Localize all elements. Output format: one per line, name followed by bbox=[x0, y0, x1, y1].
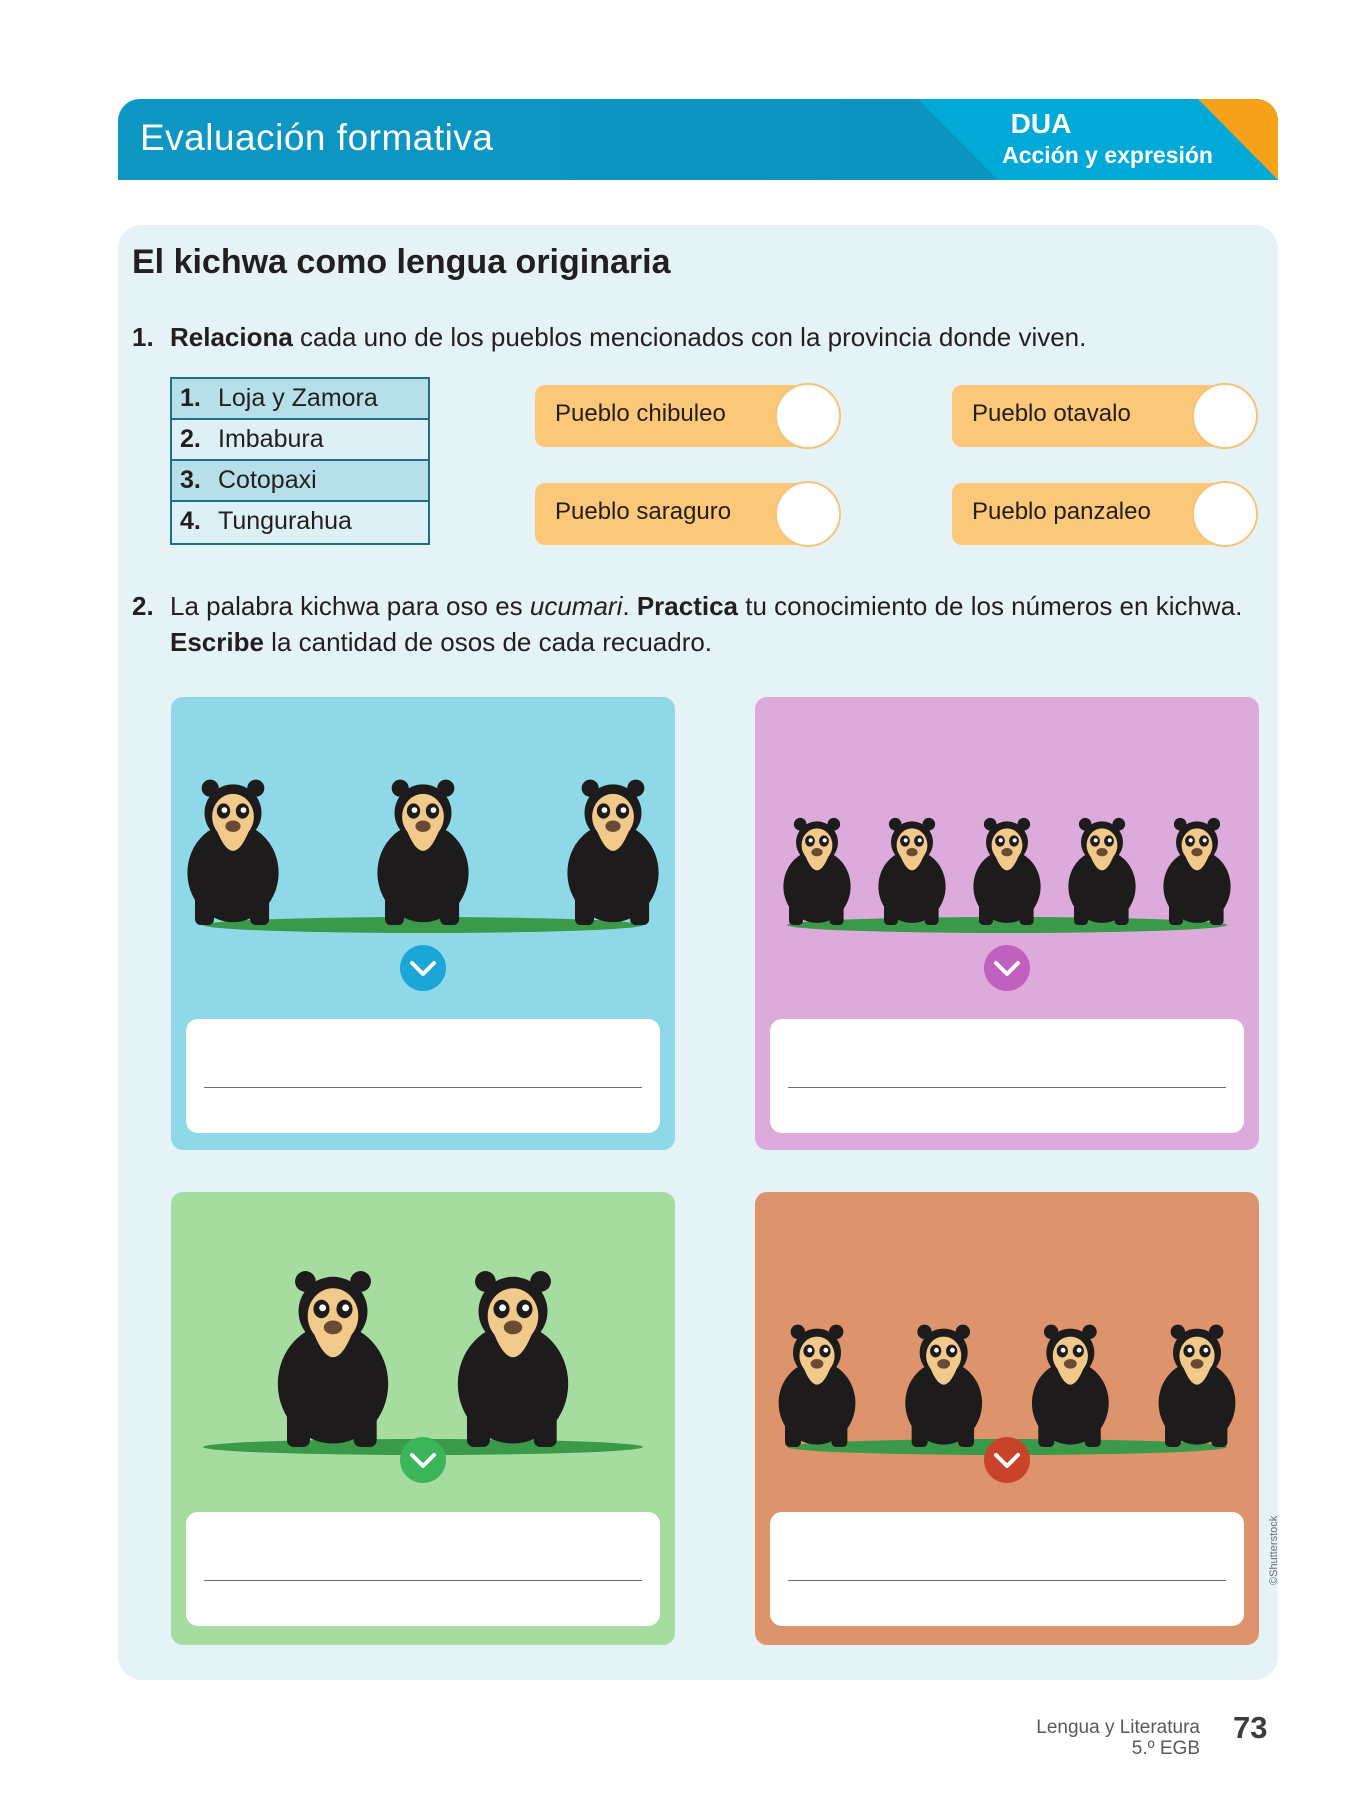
pueblo-label: Pueblo panzaleo bbox=[972, 498, 1151, 525]
instruction-verb: Relaciona bbox=[170, 322, 293, 352]
pueblo-label: Pueblo chibuleo bbox=[555, 400, 726, 427]
kichwa-word: ucumari bbox=[529, 591, 623, 621]
bear bbox=[567, 780, 658, 925]
bear bbox=[1159, 1325, 1236, 1447]
pueblo-chibuleo bbox=[535, 385, 840, 447]
answer-field[interactable] bbox=[770, 1019, 1244, 1133]
image-credit: ©Shutterstock bbox=[1268, 1515, 1280, 1585]
pueblo-saraguro bbox=[535, 483, 840, 545]
activity-card bbox=[118, 225, 1278, 1680]
instruction-verb: Escribe bbox=[170, 627, 264, 657]
province-name: Tungurahua bbox=[218, 507, 352, 535]
footer-book-info bbox=[1036, 1717, 1200, 1759]
bear bbox=[1032, 1325, 1109, 1447]
page-number: 73 bbox=[1233, 1710, 1268, 1745]
bear bbox=[278, 1271, 388, 1447]
question-text bbox=[170, 319, 1086, 355]
pueblo-panzaleo bbox=[952, 483, 1257, 545]
bear bbox=[458, 1271, 568, 1447]
answer-circle[interactable] bbox=[1192, 383, 1258, 449]
answer-field[interactable] bbox=[186, 1512, 660, 1626]
answer-field[interactable] bbox=[186, 1019, 660, 1133]
section-title: El kichwa como lengua originaria bbox=[132, 243, 671, 281]
chevron-down-icon bbox=[984, 945, 1030, 991]
province-row: 1. Loja y Zamora bbox=[172, 379, 428, 420]
bear bbox=[783, 818, 850, 925]
bear-panel-1 bbox=[171, 697, 675, 1150]
question-text-line-2: Escribe la cantidad de osos de cada recuadro. bbox=[170, 627, 713, 657]
bear bbox=[1163, 818, 1230, 925]
chevron-down-icon bbox=[400, 1437, 446, 1483]
instruction-verb: Practica bbox=[636, 591, 739, 621]
answer-circle[interactable] bbox=[1192, 481, 1258, 547]
province-name: Imbabura bbox=[218, 425, 324, 453]
footer-grade: 5.º EGB bbox=[1131, 1738, 1200, 1759]
bear-panel-4 bbox=[755, 1192, 1259, 1645]
dua-subtitle: Acción y expresión bbox=[1002, 142, 1213, 168]
answer-field[interactable] bbox=[770, 1512, 1244, 1626]
question-2 bbox=[132, 588, 1262, 660]
bear bbox=[973, 818, 1040, 925]
question-1 bbox=[132, 319, 1252, 355]
province-row: 4. Tungurahua bbox=[172, 502, 428, 543]
pueblo-label: Pueblo otavalo bbox=[972, 400, 1131, 427]
pueblo-label: Pueblo saraguro bbox=[555, 498, 732, 525]
bear bbox=[1068, 818, 1135, 925]
question-text-line-1: La palabra kichwa para oso es ucumari. Practica tu conocimiento de los números en kichwa. bbox=[170, 591, 1243, 621]
bear bbox=[779, 1325, 856, 1447]
question-number: 1. bbox=[132, 322, 154, 352]
footer-subject: Lengua y Literatura bbox=[1036, 1717, 1200, 1738]
pueblo-otavalo bbox=[952, 385, 1257, 447]
province-name: Loja y Zamora bbox=[218, 384, 378, 412]
bear-panel-3 bbox=[171, 1192, 675, 1645]
bear bbox=[878, 818, 945, 925]
page-title: Evaluación formativa bbox=[140, 117, 494, 158]
bear bbox=[377, 780, 468, 925]
dua-label: DUA bbox=[1010, 108, 1072, 139]
province-name: Cotopaxi bbox=[218, 466, 317, 494]
question-number: 2. bbox=[132, 591, 154, 621]
instruction-text: cada uno de los pueblos mencionados con la provincia donde viven. bbox=[292, 322, 1087, 352]
answer-circle[interactable] bbox=[775, 481, 841, 547]
province-table bbox=[170, 377, 430, 545]
chevron-down-icon bbox=[400, 945, 446, 991]
bear bbox=[187, 780, 278, 925]
chevron-down-icon bbox=[984, 1437, 1030, 1483]
province-row: 2. Imbabura bbox=[172, 420, 428, 461]
province-row: 3. Cotopaxi bbox=[172, 461, 428, 502]
bear bbox=[905, 1325, 982, 1447]
answer-circle[interactable] bbox=[775, 383, 841, 449]
bear-panel-2 bbox=[755, 697, 1259, 1150]
header-banner bbox=[118, 99, 1278, 180]
